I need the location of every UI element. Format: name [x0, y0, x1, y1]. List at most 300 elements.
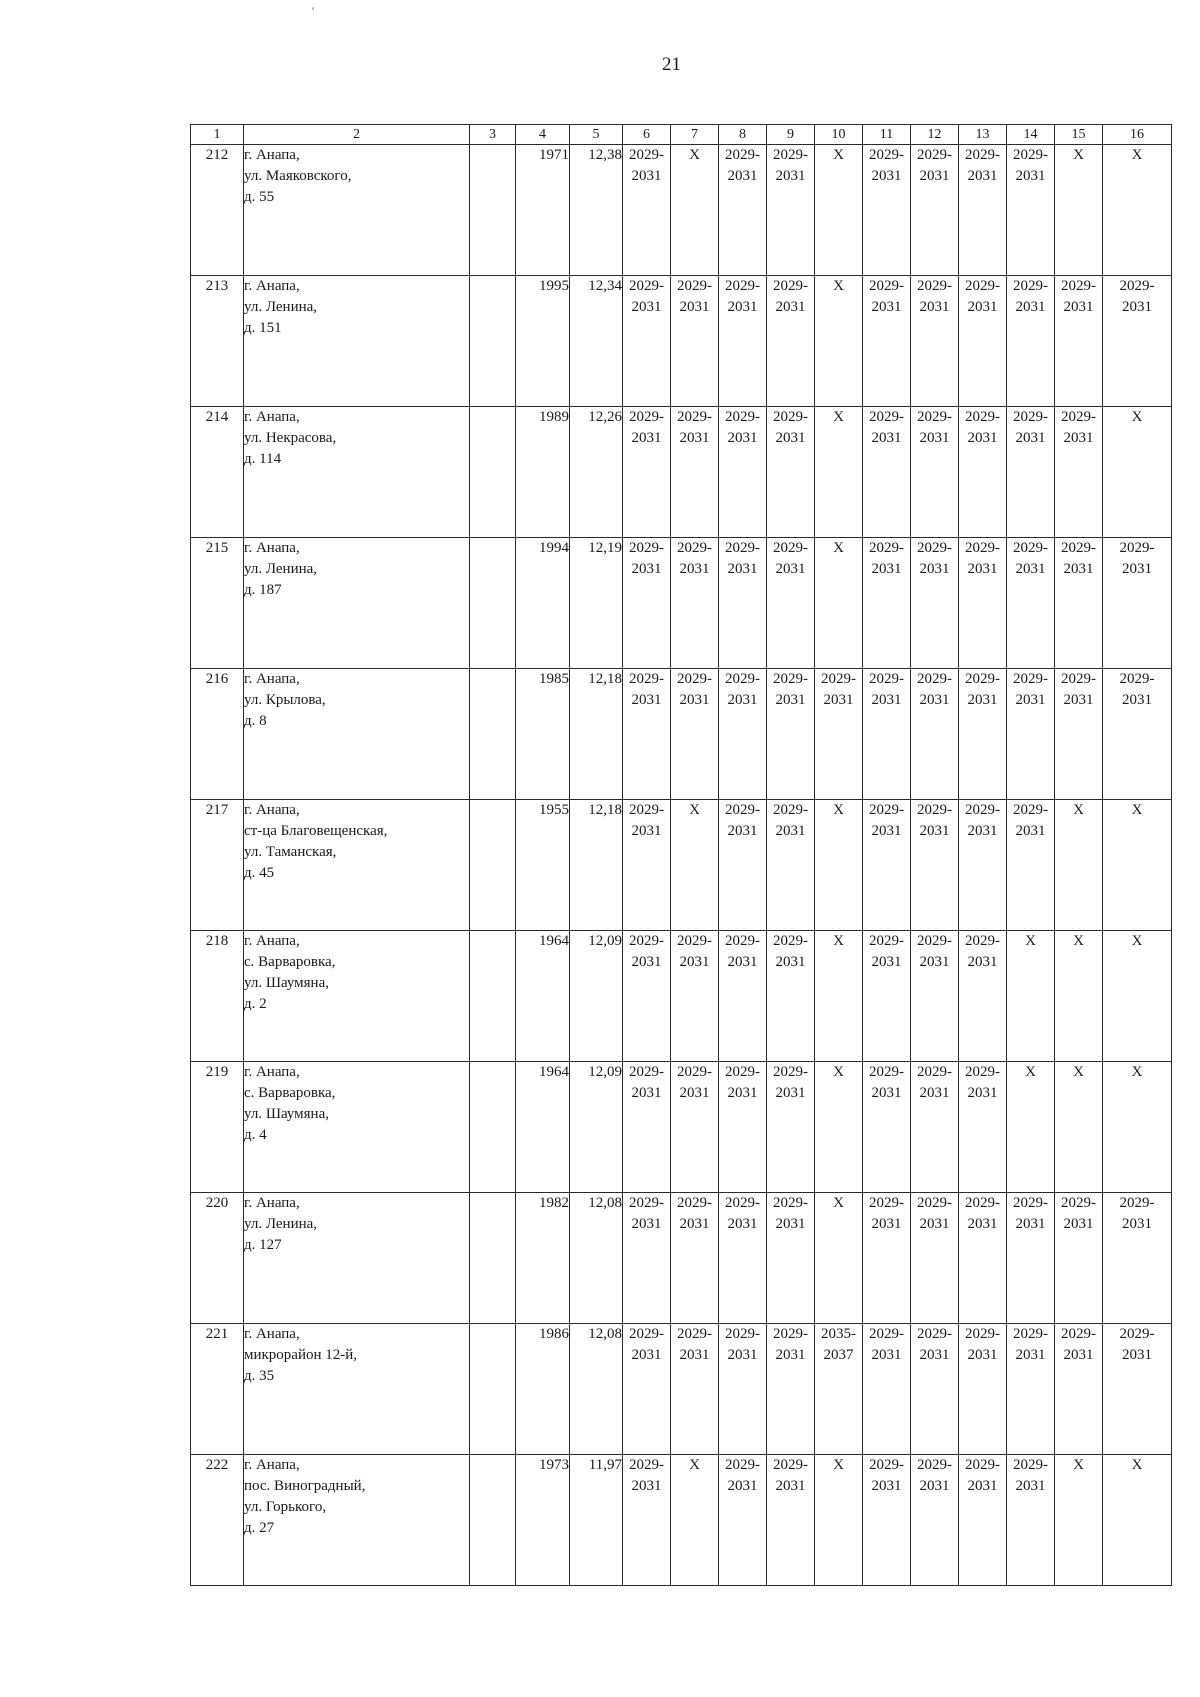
address-line: ул. Крылова, — [244, 692, 326, 708]
period-cell: Х — [815, 538, 863, 669]
period-start: 2029- — [725, 147, 760, 163]
period-cell: Х — [815, 145, 863, 276]
column-number: 15 — [1055, 125, 1103, 145]
table-row — [191, 1193, 1172, 1324]
period-end: 2031 — [775, 1085, 806, 1101]
period-cell — [719, 1062, 767, 1193]
period-cell: Х — [1007, 931, 1055, 1062]
period-start: 2029- — [677, 540, 712, 556]
address-line: ул. Шаумяна, — [244, 1106, 329, 1122]
empty-cell — [470, 407, 516, 538]
period-cell: Х — [1055, 1062, 1103, 1193]
period-end: 2031 — [679, 692, 710, 708]
year-cell: 1994 — [516, 538, 570, 669]
period-cell — [623, 276, 671, 407]
period-end: 2031 — [1063, 430, 1094, 446]
period-cell — [671, 1062, 719, 1193]
period-end: 2031 — [871, 692, 902, 708]
table-row — [191, 145, 1172, 276]
period-end: 2031 — [1122, 1216, 1152, 1232]
period-end: 2031 — [727, 823, 758, 839]
row-number: 216 — [191, 669, 244, 800]
period-end: 2031 — [919, 1216, 950, 1232]
period-end: 2031 — [727, 1085, 758, 1101]
period-start: 2029- — [965, 1195, 1000, 1211]
period-start: 2029- — [917, 1064, 952, 1080]
period-start: 2029- — [773, 933, 808, 949]
period-end: 2031 — [1063, 1347, 1094, 1363]
period-end: 2031 — [1015, 1347, 1046, 1363]
period-cell — [623, 145, 671, 276]
period-cell: Х — [671, 1455, 719, 1586]
period-end: 2031 — [967, 1478, 998, 1494]
period-end: 2031 — [919, 299, 950, 315]
period-end: 2031 — [1015, 692, 1046, 708]
table-row — [191, 407, 1172, 538]
empty-cell — [470, 1062, 516, 1193]
period-start: 2029- — [965, 409, 1000, 425]
period-start: 2029- — [1061, 1326, 1096, 1342]
period-end: 2031 — [775, 561, 806, 577]
value-cell: 12,38 — [570, 145, 623, 276]
period-cell — [767, 538, 815, 669]
period-end: 2031 — [631, 168, 662, 184]
year-cell: 1964 — [516, 1062, 570, 1193]
period-end: 2031 — [1122, 561, 1152, 577]
period-start: 2029- — [773, 278, 808, 294]
period-start: 2029- — [965, 1326, 1000, 1342]
period-end: 2031 — [871, 823, 902, 839]
period-cell — [959, 145, 1007, 276]
registry-table — [190, 124, 1172, 1586]
address-line: д. 127 — [244, 1237, 282, 1253]
address-line: с. Варваровка, — [244, 954, 336, 970]
period-end: 2031 — [919, 823, 950, 839]
period-end: 2031 — [919, 1478, 950, 1494]
period-start: 2029- — [917, 409, 952, 425]
period-start: 2029- — [917, 1195, 952, 1211]
period-start: 2029- — [725, 671, 760, 687]
period-cell — [863, 669, 911, 800]
address-line: с. Варваровка, — [244, 1085, 336, 1101]
column-number: 9 — [767, 125, 815, 145]
period-end: 2031 — [631, 954, 662, 970]
period-start: 2029- — [869, 1326, 904, 1342]
period-end: 2031 — [775, 1478, 806, 1494]
scan-mark: ′ — [312, 4, 315, 18]
year-cell: 1973 — [516, 1455, 570, 1586]
period-start: 2029- — [725, 802, 760, 818]
address-line: д. 35 — [244, 1368, 275, 1384]
empty-cell — [470, 1324, 516, 1455]
table-row — [191, 1062, 1172, 1193]
period-cell — [767, 669, 815, 800]
period-cell — [1007, 1193, 1055, 1324]
address-line: г. Анапа, — [244, 540, 300, 556]
period-cell — [623, 1062, 671, 1193]
period-start: 2029- — [677, 933, 712, 949]
period-start: 2029- — [1061, 409, 1096, 425]
period-start: 2029- — [629, 933, 664, 949]
period-cell — [719, 1324, 767, 1455]
address-line: ст-ца Благовещенская, — [244, 823, 388, 839]
period-start: 2029- — [917, 1457, 952, 1473]
period-end: 2031 — [775, 430, 806, 446]
period-cell — [863, 538, 911, 669]
period-end: 2031 — [967, 299, 998, 315]
period-end: 2031 — [727, 954, 758, 970]
period-end: 2031 — [631, 1478, 662, 1494]
period-end: 2031 — [967, 561, 998, 577]
period-start: 2029- — [629, 278, 664, 294]
period-cell — [1103, 1193, 1172, 1324]
period-start: 2029- — [1061, 1195, 1096, 1211]
period-cell — [1007, 407, 1055, 538]
period-end: 2031 — [1015, 168, 1046, 184]
period-start: 2029- — [725, 1457, 760, 1473]
table-row — [191, 538, 1172, 669]
period-cell — [623, 1193, 671, 1324]
period-start: 2029- — [773, 540, 808, 556]
row-number: 213 — [191, 276, 244, 407]
period-start: 2029- — [1013, 1457, 1048, 1473]
period-cell — [863, 276, 911, 407]
column-number: 5 — [570, 125, 623, 145]
period-cell — [815, 669, 863, 800]
period-cell — [767, 1193, 815, 1324]
address-line: г. Анапа, — [244, 1064, 300, 1080]
period-start: 2029- — [1013, 147, 1048, 163]
address-cell — [244, 276, 470, 407]
period-end: 2031 — [871, 561, 902, 577]
period-cell — [911, 1324, 959, 1455]
period-end: 2031 — [679, 430, 710, 446]
period-start: 2029- — [869, 671, 904, 687]
period-end: 2031 — [631, 561, 662, 577]
period-cell — [1007, 538, 1055, 669]
period-start: 2029- — [917, 933, 952, 949]
address-cell — [244, 800, 470, 931]
period-start: 2029- — [773, 409, 808, 425]
period-start: 2029- — [1119, 540, 1155, 556]
address-line: г. Анапа, — [244, 278, 300, 294]
period-start: 2029- — [629, 540, 664, 556]
year-cell: 1989 — [516, 407, 570, 538]
period-cell — [623, 538, 671, 669]
address-cell — [244, 669, 470, 800]
period-cell — [959, 1455, 1007, 1586]
period-cell — [911, 931, 959, 1062]
column-number: 10 — [815, 125, 863, 145]
period-start: 2029- — [677, 671, 712, 687]
period-start: 2029- — [773, 1064, 808, 1080]
period-end: 2031 — [727, 561, 758, 577]
period-cell — [911, 669, 959, 800]
period-end: 2031 — [871, 1478, 902, 1494]
period-cell: Х — [815, 1193, 863, 1324]
period-start: 2029- — [677, 1326, 712, 1342]
value-cell: 12,08 — [570, 1193, 623, 1324]
period-end: 2031 — [871, 168, 902, 184]
period-cell — [623, 1455, 671, 1586]
period-start: 2029- — [869, 540, 904, 556]
period-end: 2031 — [727, 1347, 758, 1363]
period-cell — [623, 407, 671, 538]
period-start: 2029- — [629, 802, 664, 818]
column-number: 2 — [244, 125, 470, 145]
period-cell — [1007, 669, 1055, 800]
period-start: 2029- — [773, 1326, 808, 1342]
period-cell — [959, 1324, 1007, 1455]
address-line: ул. Маяковского, — [244, 168, 352, 184]
column-number: 13 — [959, 125, 1007, 145]
value-cell: 12,09 — [570, 931, 623, 1062]
period-end: 2031 — [871, 1347, 902, 1363]
period-cell — [1055, 276, 1103, 407]
period-cell: Х — [1103, 1062, 1172, 1193]
period-start: 2029- — [773, 1457, 808, 1473]
period-start: 2029- — [965, 147, 1000, 163]
address-cell — [244, 145, 470, 276]
column-number: 3 — [470, 125, 516, 145]
period-cell: Х — [815, 800, 863, 931]
empty-cell — [470, 931, 516, 1062]
period-start: 2029- — [1119, 671, 1155, 687]
row-number: 214 — [191, 407, 244, 538]
period-cell: Х — [1103, 407, 1172, 538]
address-line: д. 4 — [244, 1127, 267, 1143]
period-end: 2031 — [775, 299, 806, 315]
period-end: 2031 — [775, 168, 806, 184]
period-start: 2029- — [1119, 1326, 1155, 1342]
period-end: 2031 — [775, 1216, 806, 1232]
period-cell — [671, 931, 719, 1062]
period-end: 2031 — [775, 1347, 806, 1363]
period-cell: Х — [815, 407, 863, 538]
period-end: 2031 — [871, 299, 902, 315]
address-line: г. Анапа, — [244, 1195, 300, 1211]
period-start: 2029- — [965, 1457, 1000, 1473]
address-line: ул. Ленина, — [244, 561, 318, 577]
period-end: 2031 — [1015, 823, 1046, 839]
address-line: д. 151 — [244, 320, 282, 336]
period-cell — [767, 1455, 815, 1586]
address-line: г. Анапа, — [244, 933, 300, 949]
period-cell — [959, 800, 1007, 931]
period-end: 2031 — [631, 1085, 662, 1101]
address-cell — [244, 538, 470, 669]
period-cell — [911, 276, 959, 407]
period-start: 2029- — [629, 1457, 664, 1473]
empty-cell — [470, 1193, 516, 1324]
address-line: ул. Ленина, — [244, 1216, 318, 1232]
period-cell — [959, 407, 1007, 538]
page-number: 21 — [662, 54, 681, 75]
address-cell — [244, 1324, 470, 1455]
empty-cell — [470, 145, 516, 276]
period-end: 2031 — [727, 1216, 758, 1232]
row-number: 219 — [191, 1062, 244, 1193]
period-cell — [767, 145, 815, 276]
period-start: 2029- — [965, 278, 1000, 294]
period-cell — [959, 1193, 1007, 1324]
period-end: 2031 — [775, 692, 806, 708]
period-cell — [623, 1324, 671, 1455]
period-end: 2031 — [727, 1478, 758, 1494]
period-start: 2029- — [725, 933, 760, 949]
period-cell — [767, 1062, 815, 1193]
period-start: 2029- — [773, 1195, 808, 1211]
period-cell: Х — [1055, 931, 1103, 1062]
period-start: 2029- — [629, 409, 664, 425]
column-number-row — [191, 125, 1172, 145]
period-start: 2029- — [917, 147, 952, 163]
column-number: 8 — [719, 125, 767, 145]
address-line: г. Анапа, — [244, 671, 300, 687]
period-cell: Х — [671, 145, 719, 276]
period-end: 2031 — [1063, 299, 1094, 315]
row-number: 215 — [191, 538, 244, 669]
period-cell: Х — [1103, 1455, 1172, 1586]
period-cell — [719, 407, 767, 538]
period-cell — [959, 276, 1007, 407]
period-start: 2029- — [725, 540, 760, 556]
address-line: г. Анапа, — [244, 147, 300, 163]
period-end: 2031 — [679, 561, 710, 577]
value-cell: 12,08 — [570, 1324, 623, 1455]
address-line: г. Анапа, — [244, 409, 300, 425]
address-line: ул. Шаумяна, — [244, 975, 329, 991]
period-start: 2029- — [965, 1064, 1000, 1080]
period-cell — [671, 538, 719, 669]
value-cell: 12,19 — [570, 538, 623, 669]
period-start: 2029- — [1013, 1326, 1048, 1342]
period-start: 2029- — [917, 1326, 952, 1342]
row-number: 217 — [191, 800, 244, 931]
period-cell — [1103, 538, 1172, 669]
row-number: 218 — [191, 931, 244, 1062]
address-line: ул. Ленина, — [244, 299, 318, 315]
period-start: 2029- — [677, 1195, 712, 1211]
period-cell — [1055, 538, 1103, 669]
period-cell — [719, 669, 767, 800]
period-cell — [863, 145, 911, 276]
period-cell — [959, 538, 1007, 669]
period-end: 2031 — [919, 168, 950, 184]
period-cell — [911, 1193, 959, 1324]
period-cell — [863, 1193, 911, 1324]
period-end: 2031 — [679, 1085, 710, 1101]
period-end: 2031 — [679, 1216, 710, 1232]
address-cell — [244, 931, 470, 1062]
empty-cell — [470, 538, 516, 669]
period-start: 2029- — [917, 671, 952, 687]
period-cell — [815, 1324, 863, 1455]
period-start: 2029- — [869, 802, 904, 818]
period-cell — [767, 276, 815, 407]
period-cell — [767, 407, 815, 538]
period-cell — [959, 1062, 1007, 1193]
period-cell: Х — [815, 276, 863, 407]
period-end: 2031 — [679, 954, 710, 970]
address-line: д. 8 — [244, 713, 267, 729]
empty-cell — [470, 276, 516, 407]
period-start: 2029- — [725, 1326, 760, 1342]
period-start: 2029- — [1013, 409, 1048, 425]
address-line: г. Анапа, — [244, 802, 300, 818]
row-number: 222 — [191, 1455, 244, 1586]
period-end: 2031 — [967, 1216, 998, 1232]
period-cell: Х — [1055, 800, 1103, 931]
period-start: 2029- — [965, 540, 1000, 556]
value-cell: 11,97 — [570, 1455, 623, 1586]
period-end: 2031 — [775, 823, 806, 839]
period-cell — [623, 669, 671, 800]
period-start: 2029- — [869, 933, 904, 949]
period-cell — [959, 669, 1007, 800]
year-cell: 1985 — [516, 669, 570, 800]
address-line: д. 45 — [244, 865, 275, 881]
period-cell — [911, 1062, 959, 1193]
row-number: 220 — [191, 1193, 244, 1324]
period-end: 2031 — [1122, 1347, 1152, 1363]
period-cell — [671, 407, 719, 538]
period-end: 2031 — [967, 692, 998, 708]
period-cell: Х — [1007, 1062, 1055, 1193]
period-cell — [863, 1455, 911, 1586]
column-number: 16 — [1103, 125, 1172, 145]
period-cell — [1055, 1193, 1103, 1324]
period-cell — [671, 276, 719, 407]
period-cell — [623, 800, 671, 931]
period-cell — [863, 407, 911, 538]
period-cell — [719, 538, 767, 669]
period-cell — [911, 407, 959, 538]
period-end: 2031 — [871, 1085, 902, 1101]
period-cell — [863, 800, 911, 931]
period-end: 2031 — [919, 1085, 950, 1101]
address-line: д. 27 — [244, 1520, 275, 1536]
period-end: 2031 — [967, 823, 998, 839]
period-start: 2029- — [773, 147, 808, 163]
address-line: ул. Таманская, — [244, 844, 337, 860]
period-cell — [623, 931, 671, 1062]
period-cell — [1055, 669, 1103, 800]
period-cell — [863, 1324, 911, 1455]
period-start: 2029- — [869, 1064, 904, 1080]
period-cell — [767, 931, 815, 1062]
period-end: 2031 — [919, 692, 950, 708]
address-line: д. 55 — [244, 189, 275, 205]
address-cell — [244, 407, 470, 538]
period-start: 2029- — [917, 278, 952, 294]
period-end: 2031 — [1063, 692, 1094, 708]
period-start: 2029- — [1061, 540, 1096, 556]
address-line: г. Анапа, — [244, 1326, 300, 1342]
period-start: 2029- — [725, 409, 760, 425]
period-start: 2029- — [629, 147, 664, 163]
period-end: 2031 — [631, 1216, 662, 1232]
period-start: 2029- — [1061, 278, 1096, 294]
period-cell — [1007, 1324, 1055, 1455]
empty-cell — [470, 800, 516, 931]
value-cell: 12,26 — [570, 407, 623, 538]
address-line: д. 187 — [244, 582, 282, 598]
period-end: 2031 — [775, 954, 806, 970]
period-start: 2029- — [629, 671, 664, 687]
period-end: 2031 — [631, 692, 662, 708]
column-number: 1 — [191, 125, 244, 145]
